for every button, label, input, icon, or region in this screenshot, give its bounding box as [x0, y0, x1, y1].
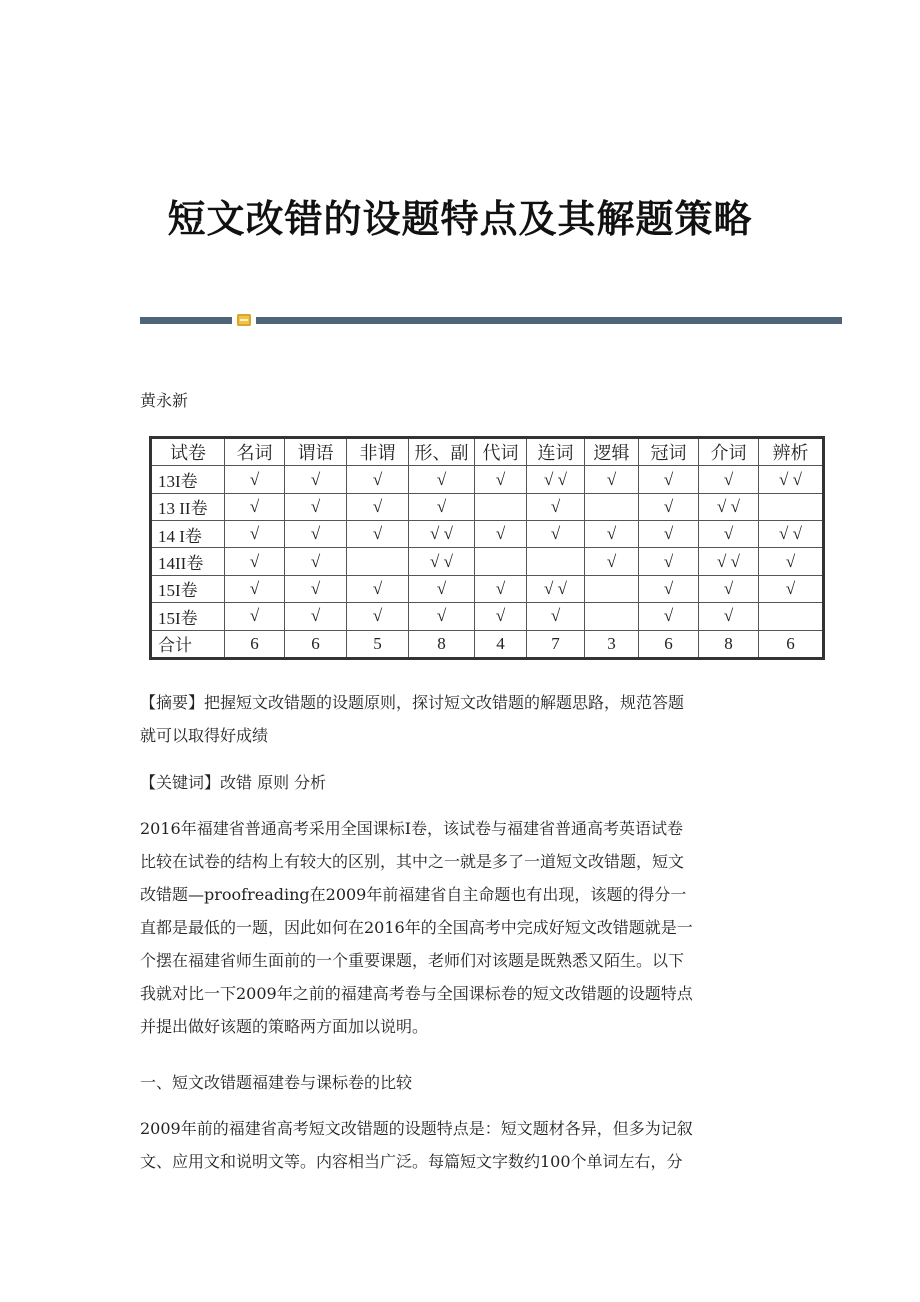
table-row: [151, 548, 824, 575]
table-cell: √: [475, 521, 527, 548]
table-header-cell: 谓语: [285, 438, 347, 466]
table-row-label: 15I卷: [151, 603, 225, 630]
table-cell: √: [475, 466, 527, 493]
body-paragraph: [140, 812, 790, 1043]
table-cell: √: [527, 603, 585, 630]
table-row: [151, 466, 824, 493]
table-header-row: [151, 438, 824, 466]
table-cell: √: [699, 603, 759, 630]
table-cell: 6: [225, 630, 285, 658]
author-name: 黄永新: [140, 391, 189, 410]
table-cell: √: [409, 603, 475, 630]
body-line-5: 个摆在福建省师生面前的一个重要课题，老师们对该题是既熟悉又陌生。以下: [140, 951, 685, 970]
last-paragraph: [140, 1112, 790, 1178]
table-cell: √: [225, 493, 285, 520]
table-cell: [585, 603, 639, 630]
table-cell: √: [759, 548, 824, 575]
body-line-7: 并提出做好该题的策略两方面加以说明。: [140, 1017, 429, 1036]
table-cell: √: [285, 493, 347, 520]
body-line-3: 改错题—proofreading在2009年前福建省自主命题也有出现，该题的得分一: [140, 885, 687, 904]
table-cell: 6: [639, 630, 699, 658]
table-row-label: 13I卷: [151, 466, 225, 493]
abstract-line-2: 就可以取得好成绩: [140, 726, 269, 745]
table-cell: √: [285, 575, 347, 602]
table-header-cell: 连词: [527, 438, 585, 466]
table-header-cell: 非谓: [347, 438, 409, 466]
last-line-2: 文、应用文和说明文等。内容相当广泛。每篇短文字数约100个单词左右，分: [140, 1152, 683, 1171]
abstract-line-1: 【摘要】把握短文改错题的设题原则，探讨短文改错题的解题思路，规范答题: [140, 693, 685, 712]
body-line-4: 直都是最低的一题，因此如何在2016年的全国高考中完成好短文改错题就是一: [140, 918, 693, 937]
table-row-label: 15I卷: [151, 575, 225, 602]
table-cell: √ √: [699, 493, 759, 520]
title-divider: [140, 314, 842, 326]
table-cell: √: [225, 466, 285, 493]
table-row: [151, 575, 824, 602]
table-header-cell: 介词: [699, 438, 759, 466]
table-cell: √: [225, 548, 285, 575]
table-cell: √: [527, 493, 585, 520]
table-cell: √: [225, 575, 285, 602]
table-cell: √: [409, 493, 475, 520]
table-cell: √ √: [759, 521, 824, 548]
table-header-cell: 辨析: [759, 438, 824, 466]
body-line-1: 2016年福建省普通高考采用全国课标I卷，该试卷与福建省普通高考英语试卷: [140, 819, 684, 838]
table-cell: 7: [527, 630, 585, 658]
table-cell: 5: [347, 630, 409, 658]
table-cell: √: [285, 466, 347, 493]
table-cell: [475, 548, 527, 575]
table-cell: √: [347, 466, 409, 493]
last-line-1: 2009年前的福建省高考短文改错题的设题特点是：短文题材各异，但多为记叙: [140, 1119, 693, 1138]
table-cell: √: [527, 521, 585, 548]
table-header-cell: 逻辑: [585, 438, 639, 466]
table-cell: [475, 493, 527, 520]
table-cell: √: [409, 466, 475, 493]
table-cell: [759, 493, 824, 520]
table-row: [151, 603, 824, 630]
table-cell: √: [285, 548, 347, 575]
table-cell: √: [347, 521, 409, 548]
table-cell: √: [759, 575, 824, 602]
table-cell: √: [285, 521, 347, 548]
table-row-label: 合计: [151, 630, 225, 658]
table-cell: √: [699, 466, 759, 493]
document-title: 短文改错的设题特点及其解题策略: [167, 196, 753, 241]
table-cell: 8: [699, 630, 759, 658]
table-cell: [585, 575, 639, 602]
table-cell: √: [639, 575, 699, 602]
table-row: [151, 630, 824, 658]
table-cell: √: [639, 603, 699, 630]
table-cell: [585, 493, 639, 520]
table-cell: √: [475, 575, 527, 602]
table-cell: √ √: [699, 548, 759, 575]
body-line-2: 比较在试卷的结构上有较大的区别，其中之一就是多了一道短文改错题，短文: [140, 852, 685, 871]
table-row: [151, 493, 824, 520]
table-header-cell: 冠词: [639, 438, 699, 466]
table-cell: √: [585, 548, 639, 575]
table-header-cell: 名词: [225, 438, 285, 466]
table-row-label: 13 II卷: [151, 493, 225, 520]
table-cell: [527, 548, 585, 575]
table-row-label: 14II卷: [151, 548, 225, 575]
table-cell: √: [409, 575, 475, 602]
body-line-6: 我就对比一下2009年之前的福建高考卷与全国课标卷的短文改错题的设题特点: [140, 984, 693, 1003]
table-header-cell: 代词: [475, 438, 527, 466]
table-cell: √: [347, 575, 409, 602]
divider-bar-right: [256, 317, 842, 324]
table-cell: √: [285, 603, 347, 630]
stats-table-container: [149, 436, 822, 660]
table-cell: √: [639, 521, 699, 548]
table-cell: √ √: [527, 575, 585, 602]
table-cell: √: [585, 466, 639, 493]
table-cell: 6: [759, 630, 824, 658]
divider-bar-left: [140, 317, 232, 324]
table-cell: √: [475, 603, 527, 630]
table-cell: 6: [285, 630, 347, 658]
table-header-cell: 形、副: [409, 438, 475, 466]
divider-ornament-icon: [237, 314, 251, 326]
table-cell: √: [639, 548, 699, 575]
keywords: 【关键词】改错 原则 分析: [140, 773, 327, 792]
table-row: [151, 521, 824, 548]
table-cell: √: [699, 521, 759, 548]
error-type-table: [149, 436, 825, 660]
table-cell: √: [347, 603, 409, 630]
table-cell: √ √: [409, 521, 475, 548]
table-cell: √: [225, 521, 285, 548]
table-cell: √ √: [409, 548, 475, 575]
table-cell: 8: [409, 630, 475, 658]
table-cell: √: [225, 603, 285, 630]
table-cell: √: [585, 521, 639, 548]
table-cell: √: [347, 493, 409, 520]
table-cell: [759, 603, 824, 630]
table-cell: √: [639, 466, 699, 493]
table-cell: 4: [475, 630, 527, 658]
table-cell: 3: [585, 630, 639, 658]
table-row-label: 14 I卷: [151, 521, 225, 548]
abstract: [140, 686, 790, 752]
table-cell: √: [699, 575, 759, 602]
section-heading: 一、短文改错题福建卷与课标卷的比较: [140, 1073, 413, 1092]
table-cell: √ √: [527, 466, 585, 493]
table-cell: √ √: [759, 466, 824, 493]
table-header-cell: 试卷: [151, 438, 225, 466]
table-cell: [347, 548, 409, 575]
table-cell: √: [639, 493, 699, 520]
